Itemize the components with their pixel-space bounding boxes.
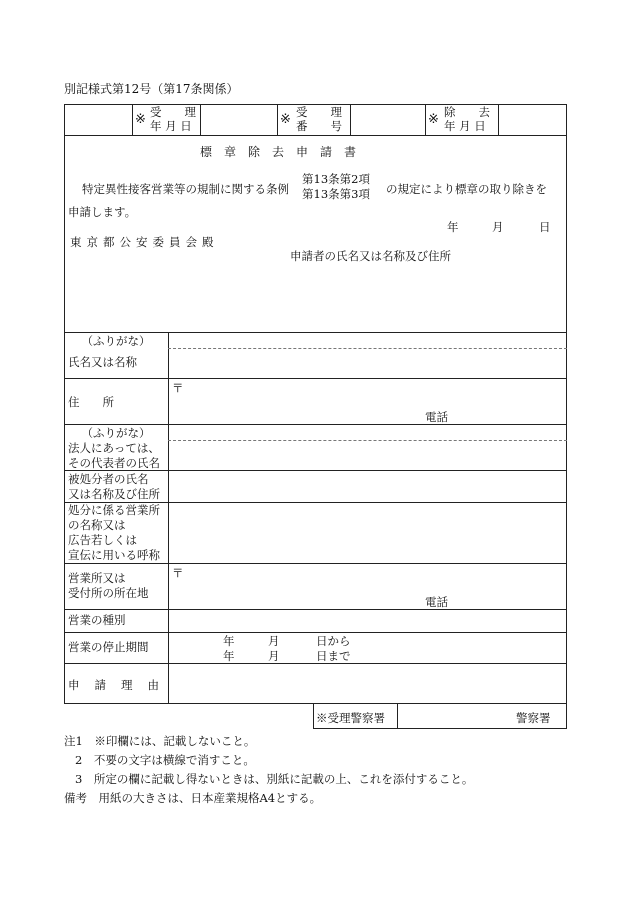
address-field[interactable] (184, 382, 564, 422)
page-title: 標 章 除 去 申 請 書 (200, 145, 357, 159)
date-year: 年 (447, 220, 459, 234)
date-day: 日 (539, 220, 551, 234)
police-station-suffix: 警察署 (516, 711, 551, 725)
mark-icon: ※ (280, 112, 291, 127)
body-lead: 特定異性接客営業等の規制に関する条例 (82, 182, 289, 196)
receipt-date-label: 受 理 年 月 日 (150, 105, 196, 133)
divider (350, 104, 351, 135)
applicant-label: 申請者の氏名又は名称及び住所 (290, 249, 451, 263)
mark-icon: ※ (135, 112, 146, 127)
label-column-line (168, 332, 169, 704)
tel-label: 電話 (425, 595, 448, 609)
from-day: 日から (316, 634, 351, 648)
name-label: 氏名又は名称 (68, 355, 137, 369)
name-field[interactable] (170, 350, 565, 376)
row-line (64, 332, 567, 333)
to-day: 日まで (316, 649, 351, 663)
removal-date-label: 除 去 年 月 日 (444, 105, 490, 133)
note-1: 注1 ※印欄には、記載しないこと。 (64, 734, 256, 748)
row-line (64, 378, 567, 379)
address-label: 住 所 (68, 395, 114, 409)
mark-icon: ※ (428, 112, 439, 127)
representative-field[interactable] (170, 442, 565, 468)
name-furigana-field[interactable] (170, 334, 565, 347)
furigana-label: （ふりがな） (81, 426, 151, 440)
subject-field[interactable] (170, 472, 565, 500)
location-label: 営業所又は 受付所の所在地 (68, 571, 149, 600)
applicant-field[interactable] (290, 264, 560, 324)
police-station-label: ※受理警察署 (316, 711, 385, 725)
business-type-label: 営業の種別 (68, 613, 126, 627)
receipt-number-field[interactable] (352, 106, 423, 133)
receipt-number-label: 受 理 番 号 (296, 105, 342, 133)
postal-mark-icon: 〒 (172, 381, 184, 395)
divider (498, 104, 499, 135)
addressee: 東京都公安委員会殿 (70, 235, 219, 249)
furigana-line (168, 440, 567, 441)
to-month: 月 (268, 649, 280, 663)
subject-label: 被処分者の氏名 又は名称及び住所 (68, 472, 160, 501)
from-month: 月 (268, 634, 280, 648)
reason-field[interactable] (170, 665, 565, 702)
divider (200, 104, 201, 135)
row-line (64, 135, 567, 136)
body-line2: 申請します。 (68, 205, 137, 219)
tel-label: 電話 (425, 410, 448, 424)
business-name-label: 処分に係る営業所 の名称又は 広告若しくは 宣伝に用いる呼称 (68, 503, 160, 562)
receipt-date-field[interactable] (202, 106, 275, 133)
reason-label: 申請理由 (68, 678, 174, 692)
form-number: 別記様式第12号（第17条関係） (64, 82, 239, 96)
date-month: 月 (492, 220, 504, 234)
postal-mark-icon: 〒 (172, 566, 184, 580)
divider (425, 104, 426, 135)
from-year: 年 (223, 634, 235, 648)
row-line (64, 424, 567, 425)
divider (132, 104, 133, 135)
furigana-label: （ふりがな） (81, 334, 151, 348)
body-tail: の規定により標章の取り除きを (386, 182, 547, 196)
furigana-line (168, 348, 567, 349)
representative-label: 法人にあっては、 その代表者の氏名 (68, 441, 160, 470)
suspension-label: 営業の停止期間 (68, 640, 149, 654)
to-year: 年 (223, 649, 235, 663)
police-station-field[interactable] (399, 706, 513, 727)
location-field[interactable] (184, 567, 564, 607)
remark: 備考 用紙の大きさは、日本産業規格A4とする。 (64, 791, 322, 805)
business-name-field[interactable] (170, 504, 565, 561)
article-choice: 第13条第2項 第13条第3項 (302, 172, 370, 201)
row-line (64, 563, 567, 564)
row-line (64, 609, 567, 610)
business-type-field[interactable] (170, 611, 565, 630)
note-3: 3 所定の欄に記載し得ないときは、別紙に記載の上、これを添付すること。 (75, 772, 474, 786)
note-2: 2 不要の文字は横線で消すこと。 (75, 753, 255, 767)
divider (397, 704, 398, 729)
divider (277, 104, 278, 135)
removal-date-field[interactable] (500, 106, 565, 133)
